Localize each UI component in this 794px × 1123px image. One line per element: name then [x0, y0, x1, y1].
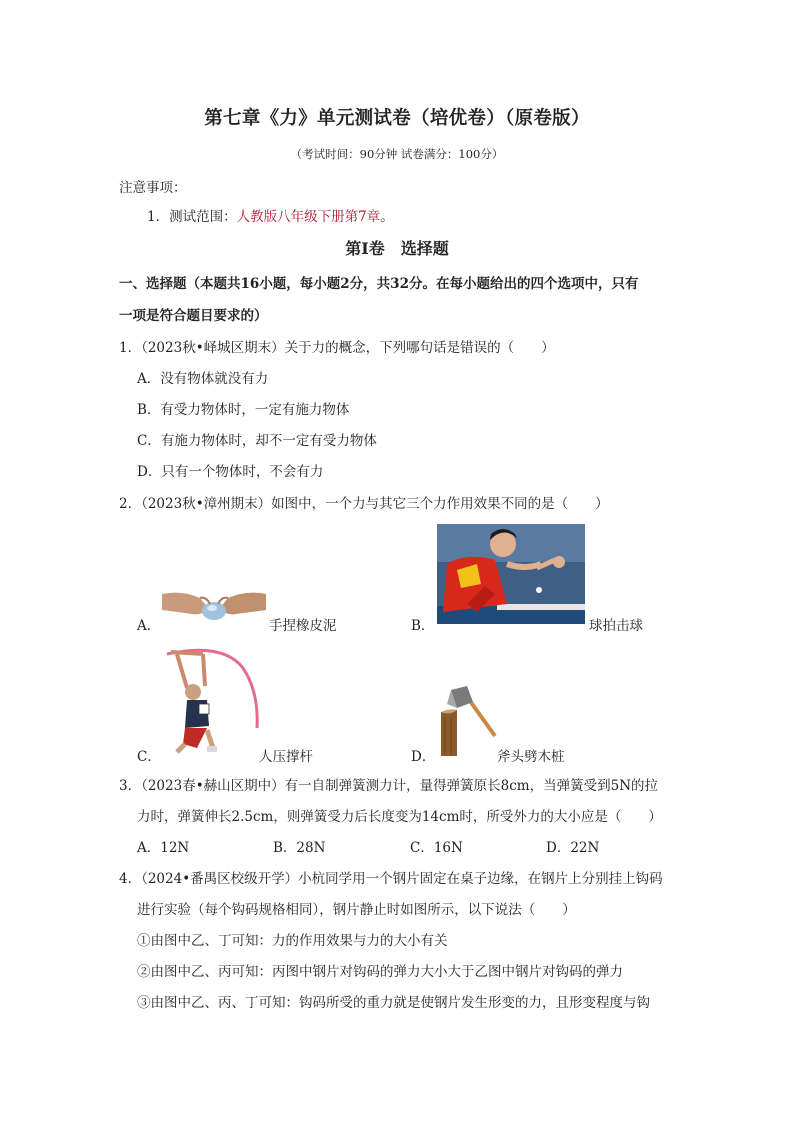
q2-option-a-letter: A．: [137, 618, 161, 634]
q1-option-a: A．没有物体就没有力: [137, 371, 269, 387]
q2-image-pole-vault: [163, 648, 260, 754]
part1-instructions-line1: 一、选择题（本题共16小题，每小题2分，共32分。在每小题给出的四个选项中，只有: [119, 276, 639, 292]
q1-option-c: C．有施力物体时，却不一定有受力物体: [137, 433, 377, 449]
q1-stem: 1．（2023秋•峄城区期末）关于力的概念，下列哪句话是错误的（ ）: [119, 340, 555, 356]
q3-option-d: D．22N: [546, 840, 600, 856]
q2-image-table-tennis: [437, 524, 585, 624]
q3-option-a: A．12N: [137, 840, 190, 856]
q3-option-c: C．16N: [410, 840, 463, 856]
q2-option-d-letter: D．: [411, 749, 436, 765]
notice-heading: 注意事项：: [119, 180, 187, 196]
notice-item-prefix: 测试范围：: [169, 209, 237, 225]
q2-stem: 2．（2023秋•漳州期末）如图中，一个力与其它三个力作用效果不同的是（ ）: [119, 496, 609, 512]
q4-statement-1: ①由图中乙、丁可知：力的作用效果与力的大小有关: [137, 933, 448, 949]
q2-option-a-caption: 手捏橡皮泥: [269, 618, 337, 634]
q2-option-d-caption: 斧头劈木桩: [497, 749, 565, 765]
q4-stem-line1: 4．（2024•番禺区校级开学）小杭同学用一个钢片固定在桌子边缘，在钢片上分别挂上钩码: [119, 871, 663, 887]
q2-image-axe-log: [437, 684, 497, 756]
q2-option-b-letter: B．: [411, 618, 435, 634]
q4-stem-line2: 进行实验（每个钩码规格相同），钢片静止时如图所示，以下说法（ ）: [137, 902, 576, 918]
notice-item-number: 1．: [147, 209, 170, 225]
q1-option-d: D．只有一个物体时，不会有力: [137, 464, 324, 480]
page-title: 第七章《力》单元测试卷（培优卷）（原卷版）: [204, 108, 590, 129]
exam-info: （考试时间：90分钟 试卷满分：100分）: [290, 147, 504, 161]
notice-item: [147, 205, 394, 225]
q1-option-b: B．有受力物体时，一定有施力物体: [137, 402, 350, 418]
q3-stem-line2: 力时，弹簧伸长2.5cm，则弹簧受力后长度变为14cm时，所受外力的大小应是（ ）: [137, 809, 662, 825]
q4-statement-2: ②由图中乙、丙可知：丙图中钢片对钩码的弹力大小大于乙图中钢片对钩码的弹力: [137, 964, 623, 980]
q2-image-hands-clay: [162, 584, 266, 626]
q2-option-c-caption: 人压撑杆: [259, 749, 313, 765]
q2-option-b-caption: 球拍击球: [589, 618, 643, 634]
section-title: 第Ⅰ卷 选择题: [345, 239, 449, 258]
notice-item-scope: 人教版八年级下册第7章: [236, 209, 381, 225]
q3-stem-line1: 3．（2023春•赫山区期中）有一自制弹簧测力计，量得弹簧原长8cm，当弹簧受到5N的拉: [119, 778, 659, 794]
notice-item-end: 。: [380, 209, 394, 225]
q4-statement-3: ③由图中乙、丙、丁可知：钩码所受的重力就是使钢片发生形变的力，且形变程度与钩: [137, 995, 650, 1011]
part1-instructions-line2: 一项是符合题目要求的）: [119, 308, 268, 324]
q3-option-b: B．28N: [273, 840, 326, 856]
q2-option-c-letter: C．: [137, 749, 161, 765]
